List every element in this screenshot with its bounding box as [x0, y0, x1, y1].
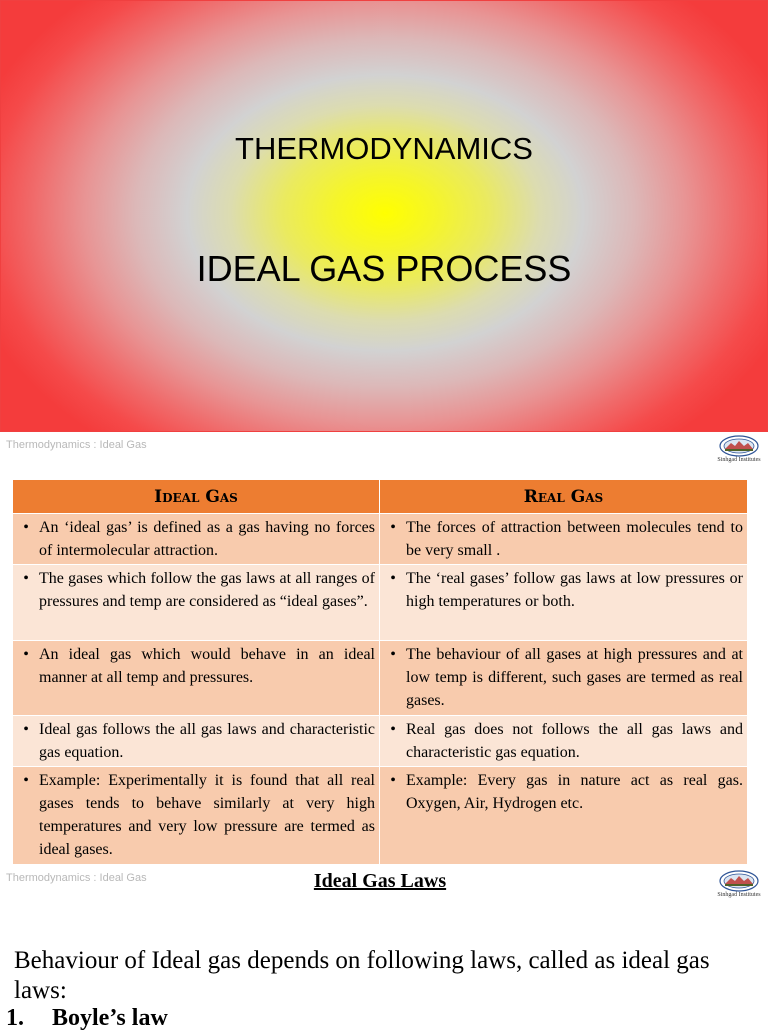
list-item: [6, 1005, 168, 1032]
table-cell: • The gases which follow the gas laws at all ranges of pressures and temp are considered as “ideal gases”.: [13, 565, 380, 641]
table-cell: • The ‘real gases’ follow gas laws at low pressures or high temperatures or both.: [380, 565, 748, 641]
slide-heading: Ideal Gas Laws: [313, 870, 447, 892]
slide-subtitle: IDEAL GAS PROCESS: [196, 248, 572, 289]
table-row: [13, 514, 748, 565]
table-row: [13, 641, 748, 716]
slide-footer-label: Thermodynamics : Ideal Gas: [6, 439, 147, 451]
cell-text: Real gas does not follows the all gas laws and characteristic gas equation.: [406, 721, 743, 761]
cell-text: Example: Every gas in nature act as real gas. Oxygen, Air, Hydrogen etc.: [406, 772, 743, 812]
title-slide: [0, 0, 768, 432]
list-label: Boyle’s law: [52, 1005, 168, 1031]
table-cell: • Real gas does not follows the all gas laws and characteristic gas equation.: [380, 716, 748, 767]
ideal-gas-laws-slide: [0, 864, 768, 1031]
table-cell: • An ‘ideal gas’ is defined as a gas having no forces of intermolecular attraction.: [13, 514, 380, 565]
header-real-gas: Real Gas: [380, 480, 748, 514]
institute-logo: [717, 434, 761, 468]
cell-text: The forces of attraction between molecules tend to be very small .: [406, 519, 743, 559]
table-cell: • The behaviour of all gases at high pressures and at low temp is different, such gases are termed as real gases.: [380, 641, 748, 716]
cell-text: The behaviour of all gases at high pressures and at low temp is different, such gases are termed as real gases.: [406, 646, 743, 709]
cell-text: An ideal gas which would behave in an ideal manner at all temp and pressures.: [39, 646, 375, 686]
table-cell: • Example: Every gas in nature act as real gas. Oxygen, Air, Hydrogen etc.: [380, 767, 748, 865]
comparison-table: [12, 479, 748, 865]
comparison-slide: [0, 432, 768, 864]
logo-caption: Sinhgad Institutes: [717, 457, 761, 463]
slide-footer-label: Thermodynamics : Ideal Gas: [6, 872, 147, 884]
table-row: [13, 565, 748, 641]
table-row: [13, 716, 748, 767]
table-cell: • An ideal gas which would behave in an ideal manner at all temp and pressures.: [13, 641, 380, 716]
cell-text: Ideal gas follows the all gas laws and characteristic gas equation.: [39, 721, 375, 761]
cell-text: The ‘real gases’ follow gas laws at low pressures or high temperatures or both.: [406, 570, 743, 610]
logo-caption: Sinhgad Institutes: [717, 892, 761, 898]
table-cell: • The forces of attraction between molecules tend to be very small .: [380, 514, 748, 565]
header-ideal-gas: Ideal Gas: [13, 480, 380, 514]
cell-text: An ‘ideal gas’ is defined as a gas having no forces of intermolecular attraction.: [39, 519, 375, 559]
table-cell: • Ideal gas follows the all gas laws and characteristic gas equation.: [13, 716, 380, 767]
body-paragraph: Behaviour of Ideal gas depends on following laws, called as ideal gas laws:: [14, 947, 710, 1004]
list-number: 1.: [6, 1005, 24, 1031]
slide-title: THERMODYNAMICS: [235, 131, 533, 166]
table-cell: • Example: Experimentally it is found that all real gases tends to behave similarly at very high temperatures and very low pressure are termed as ideal gases.: [13, 767, 380, 865]
institute-logo: [717, 869, 761, 903]
table-row: [13, 767, 748, 865]
cell-text: Example: Experimentally it is found that all real gases tends to behave similarly at very high temperatures and very low pressure are termed as ideal gases.: [39, 772, 375, 858]
cell-text: The gases which follow the gas laws at all ranges of pressures and temp are considered as “ideal gases”.: [39, 570, 375, 610]
